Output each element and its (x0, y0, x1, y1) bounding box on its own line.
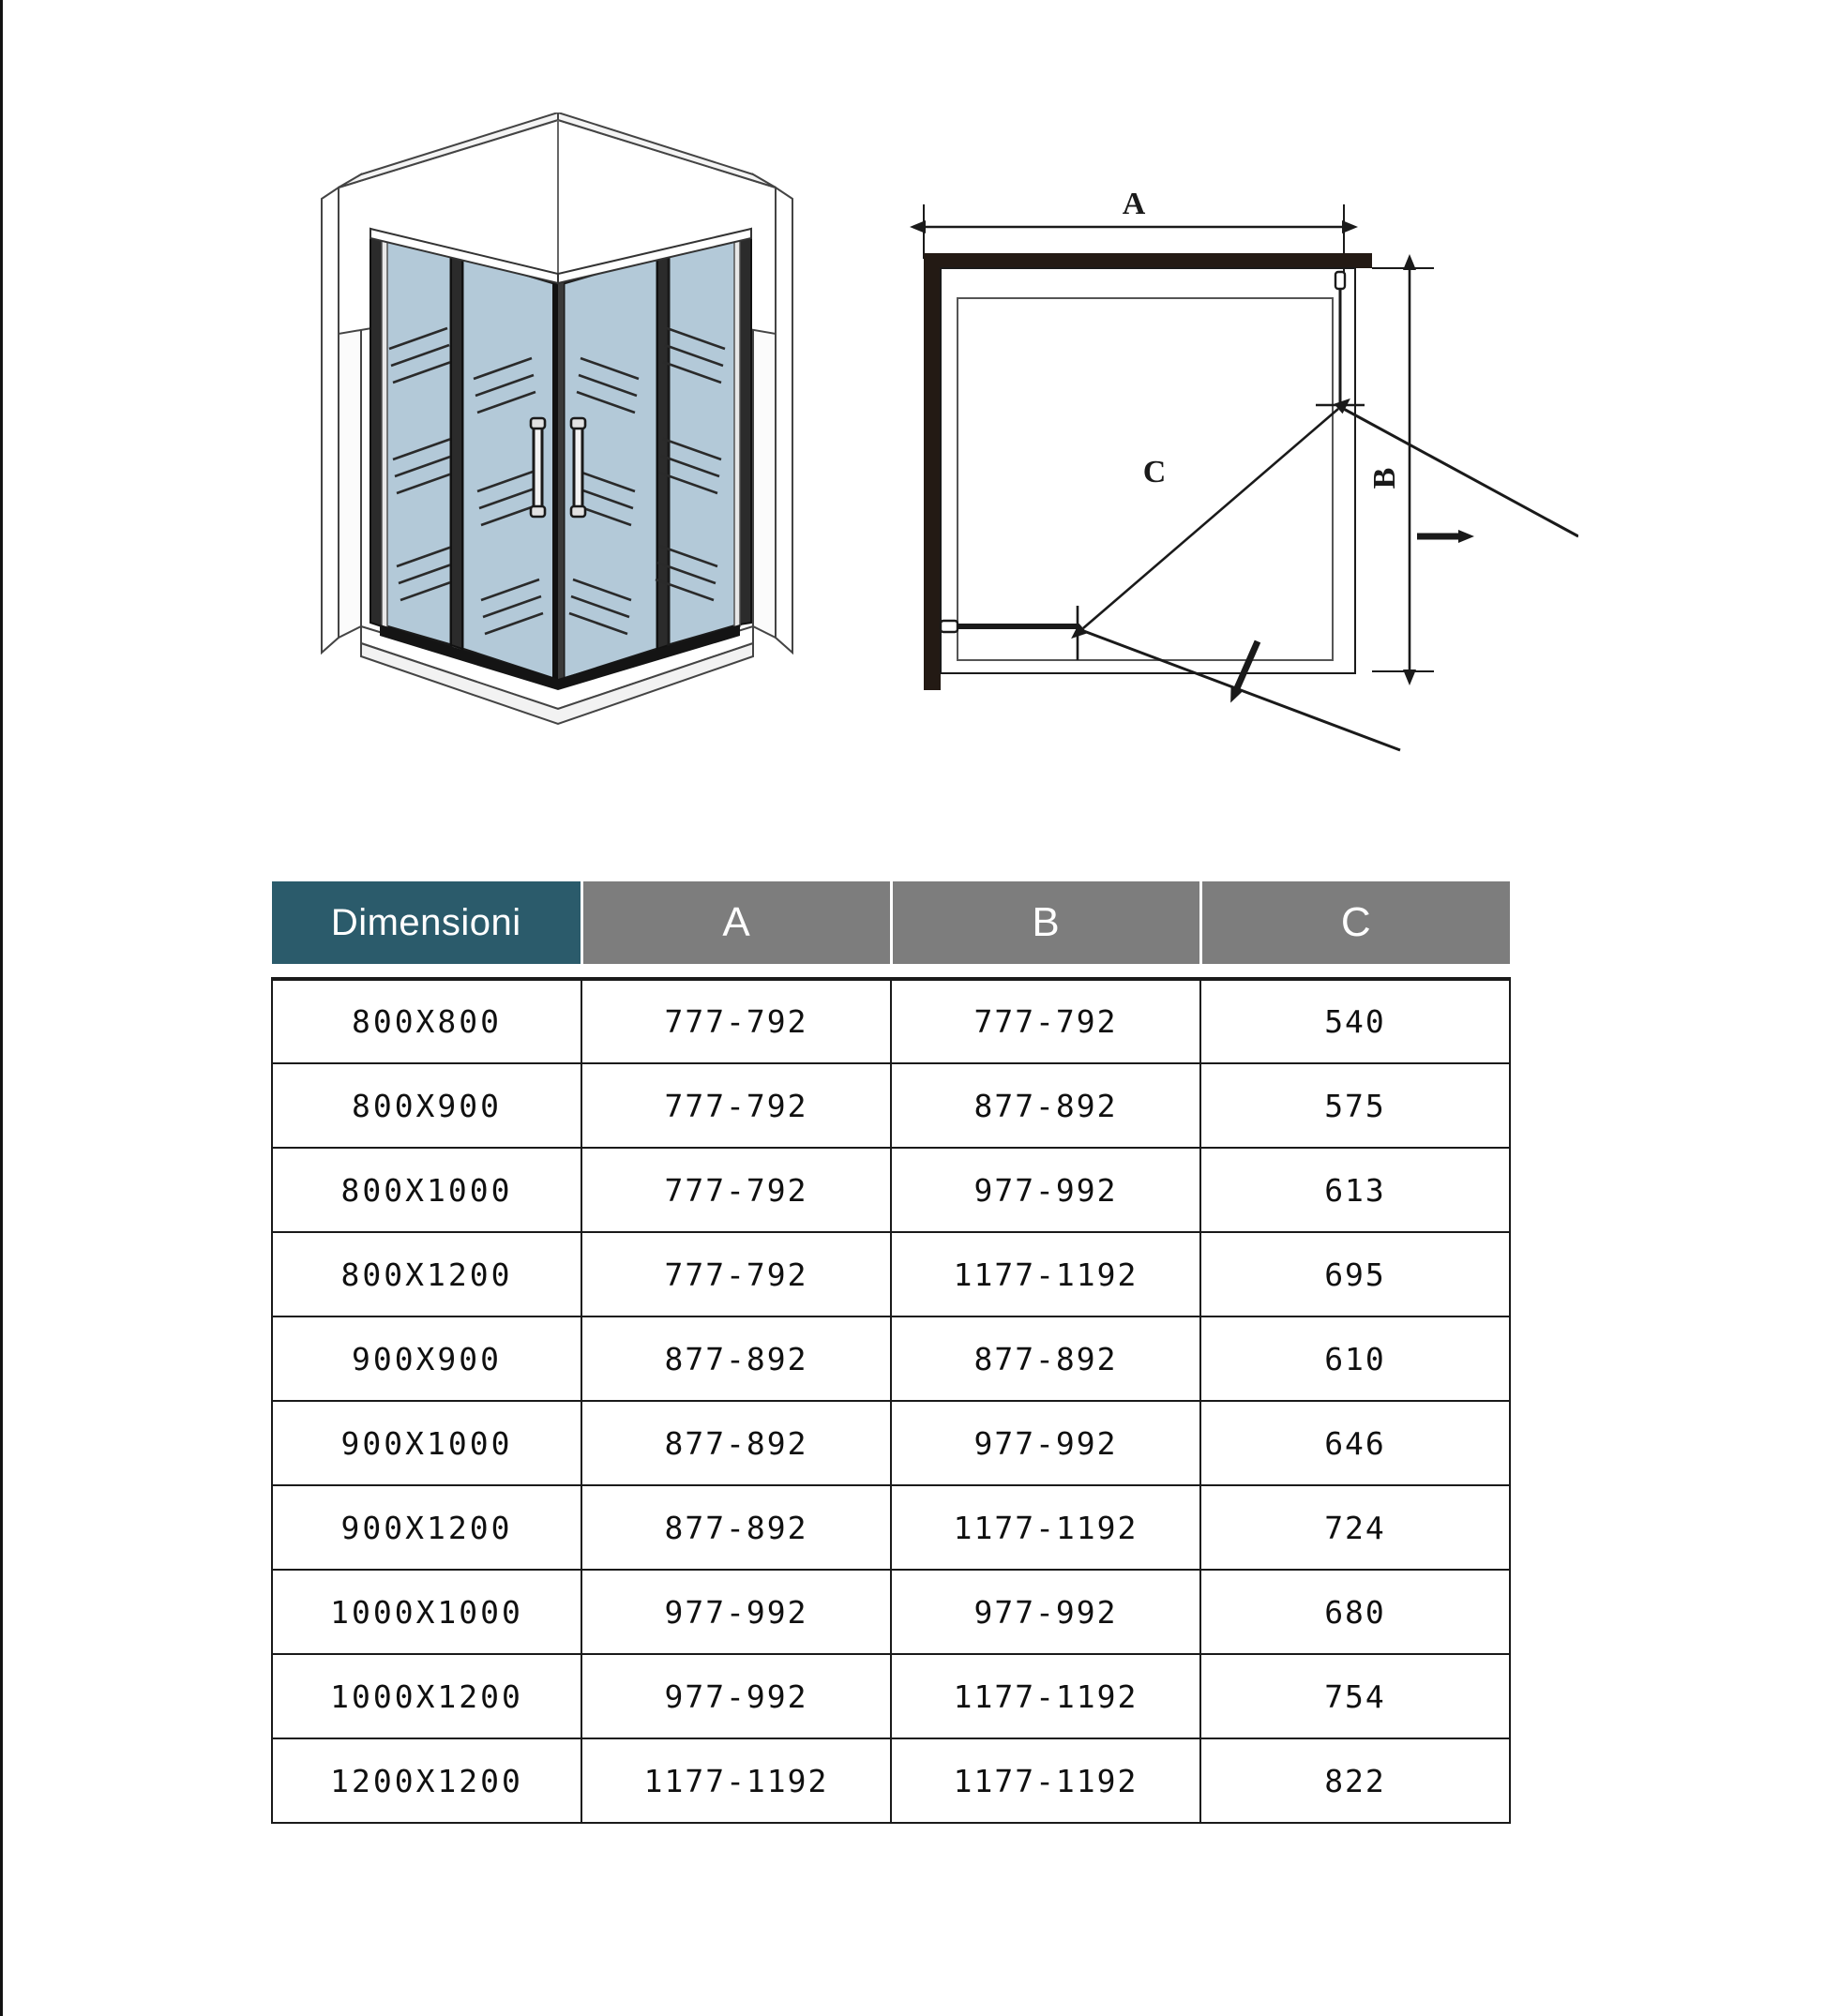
cell-c: 610 (1200, 1316, 1510, 1401)
cell-dimension: 1000X1000 (272, 1570, 581, 1654)
dimension-c (1083, 409, 1338, 628)
table-row (272, 1148, 1510, 1232)
cell-a: 777-792 (581, 979, 891, 1063)
technical-drawings-region (3, 0, 1825, 844)
cell-dimension: 1200X1200 (272, 1738, 581, 1823)
fixed-panel-right-plan (1316, 272, 1365, 405)
cell-b: 977-992 (891, 1148, 1200, 1232)
cell-a: 877-892 (581, 1316, 891, 1401)
dimension-label-c: C (1142, 455, 1167, 489)
plan-view-drawing (903, 188, 1578, 769)
cell-dimension: 800X1200 (272, 1232, 581, 1316)
cell-dimension: 1000X1200 (272, 1654, 581, 1738)
cell-dimension: 800X800 (272, 979, 581, 1063)
isometric-enclosure-drawing (312, 113, 819, 788)
slide-direction-arrow-bottom (1237, 641, 1258, 688)
cell-dimension: 900X1000 (272, 1401, 581, 1485)
cell-a: 1177-1192 (581, 1738, 891, 1823)
sliding-track-bottom-plan (941, 606, 1078, 660)
cell-b: 977-992 (891, 1401, 1200, 1485)
cell-c: 822 (1200, 1738, 1510, 1823)
cell-b: 1177-1192 (891, 1485, 1200, 1570)
cell-a: 877-892 (581, 1485, 891, 1570)
glass-panel-right-fixed (656, 233, 740, 645)
cell-c: 613 (1200, 1148, 1510, 1232)
cell-dimension: 800X1000 (272, 1148, 581, 1232)
table-row (272, 1738, 1510, 1823)
table-body (272, 979, 1510, 1823)
cell-dimension: 900X900 (272, 1316, 581, 1401)
header-gap-cell (272, 964, 1510, 979)
table-row (272, 979, 1510, 1063)
frame-mullion-left (451, 253, 462, 649)
glass-panel-left-fixed (380, 233, 459, 645)
table-row (272, 1485, 1510, 1570)
cell-c: 724 (1200, 1485, 1510, 1570)
column-header-c: C (1200, 881, 1510, 964)
cell-b: 977-992 (891, 1570, 1200, 1654)
column-header-a: A (581, 881, 891, 964)
dimension-b (1367, 268, 1434, 671)
table-header-gap (272, 964, 1510, 979)
dimensions-table-container (271, 881, 1509, 1824)
cell-a: 777-792 (581, 1232, 891, 1316)
isometric-enclosure-svg (312, 113, 819, 788)
frame-post-right (734, 229, 751, 628)
dimension-label-a: A (1122, 188, 1146, 221)
cell-c: 646 (1200, 1401, 1510, 1485)
cell-b: 877-892 (891, 1063, 1200, 1148)
cell-c: 575 (1200, 1063, 1510, 1148)
door-handle-right[interactable] (571, 418, 585, 517)
table-row (272, 1316, 1510, 1401)
dimension-label-b: B (1367, 467, 1402, 489)
cell-a: 977-992 (581, 1570, 891, 1654)
plan-view-svg (903, 188, 1578, 769)
cell-a: 777-792 (581, 1063, 891, 1148)
cell-a: 777-792 (581, 1148, 891, 1232)
cell-c: 754 (1200, 1654, 1510, 1738)
dimensions-table (271, 881, 1511, 1824)
cell-b: 877-892 (891, 1316, 1200, 1401)
cell-b: 777-792 (891, 979, 1200, 1063)
cell-b: 1177-1192 (891, 1738, 1200, 1823)
dimension-a (924, 188, 1344, 289)
cell-dimension: 900X1200 (272, 1485, 581, 1570)
cell-dimension: 800X900 (272, 1063, 581, 1148)
column-header-dimensioni: Dimensioni (272, 881, 581, 964)
door-handle-left[interactable] (531, 418, 545, 517)
cell-b: 1177-1192 (891, 1232, 1200, 1316)
table-row (272, 1063, 1510, 1148)
cell-c: 540 (1200, 979, 1510, 1063)
frame-post-left (370, 229, 387, 628)
table-row (272, 1654, 1510, 1738)
cell-a: 877-892 (581, 1401, 891, 1485)
cell-b: 1177-1192 (891, 1654, 1200, 1738)
cell-a: 977-992 (581, 1654, 891, 1738)
frame-mullion-right (657, 253, 669, 649)
table-row (272, 1570, 1510, 1654)
table-header-row (272, 881, 1510, 964)
table-row (272, 1401, 1510, 1485)
table-row (272, 1232, 1510, 1316)
cell-c: 680 (1200, 1570, 1510, 1654)
table-header (272, 881, 1510, 979)
cell-c: 695 (1200, 1232, 1510, 1316)
column-header-b: B (891, 881, 1200, 964)
